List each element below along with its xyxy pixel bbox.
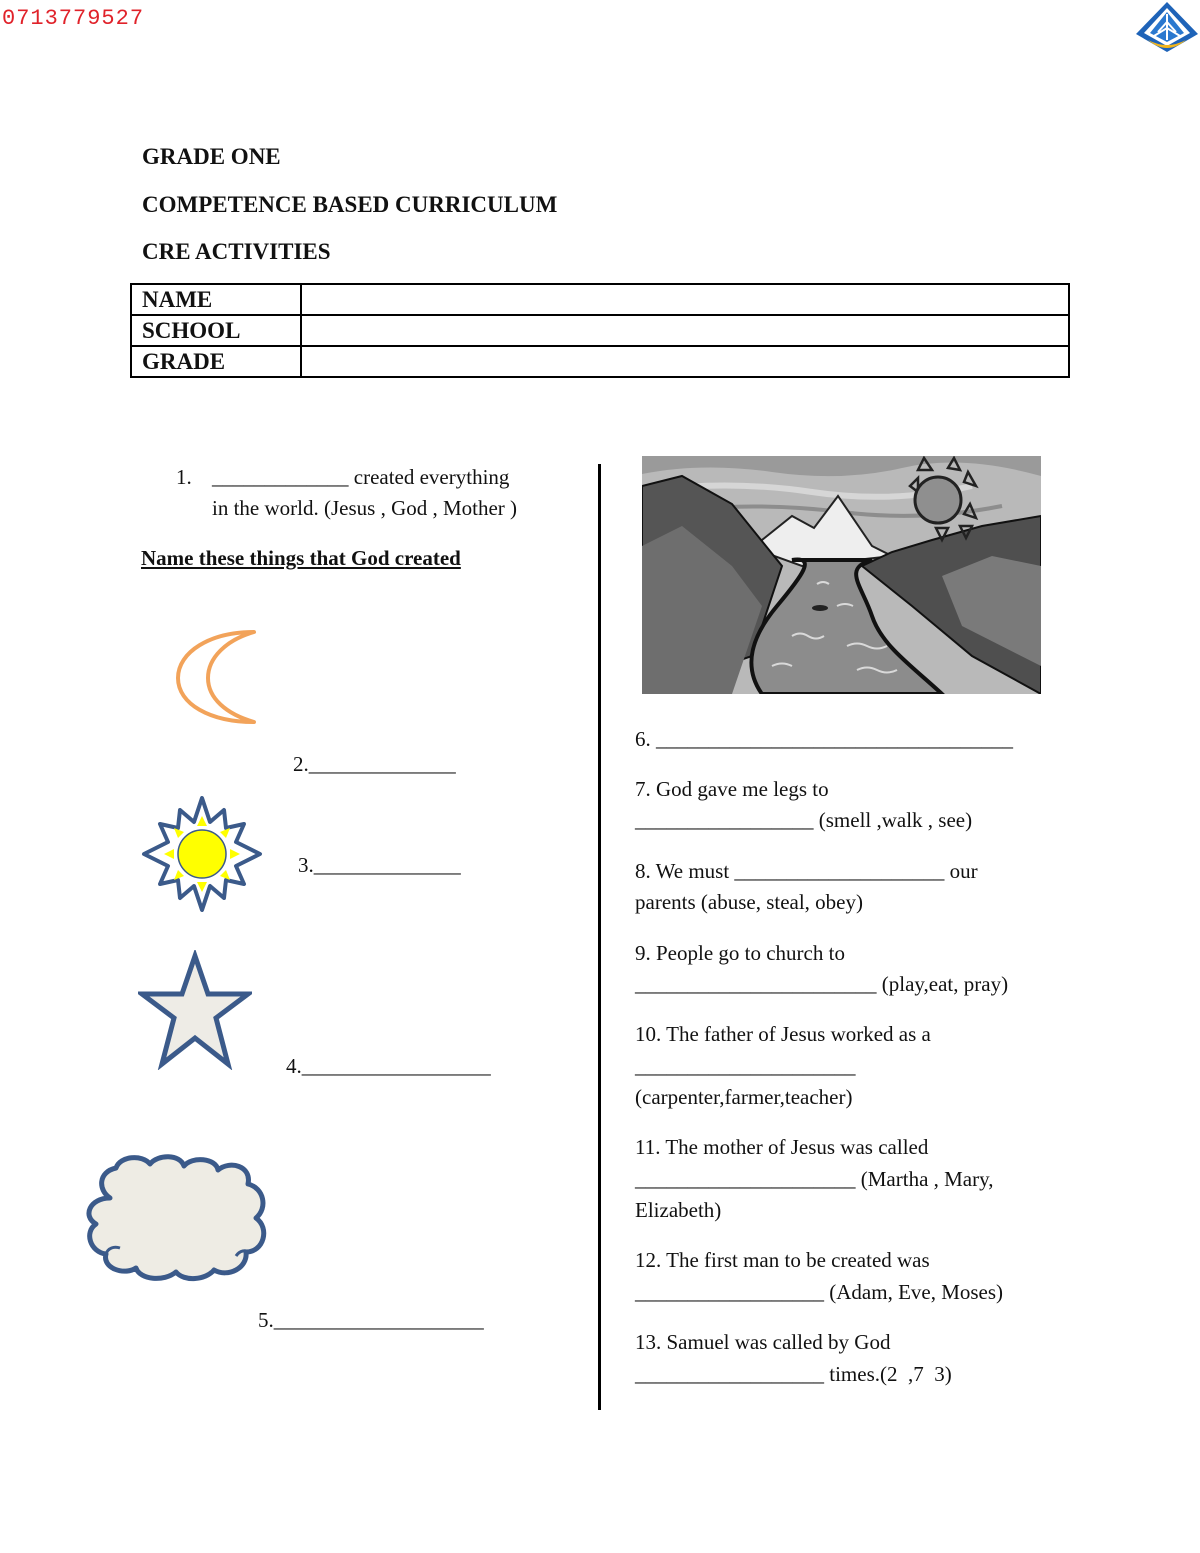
q6: 6. __________________________________ <box>635 727 1013 751</box>
answer-4: 4.__________________ <box>286 1054 491 1078</box>
name-label: NAME <box>131 284 301 315</box>
grade-label: GRADE <box>131 346 301 377</box>
q8-line1: 8. We must ____________________ our <box>635 859 978 883</box>
q11-line1: 11. The mother of Jesus was called <box>635 1135 929 1159</box>
q13-line1: 13. Samuel was called by God <box>635 1330 891 1354</box>
section-subheading: Name these things that God created <box>141 546 461 570</box>
grade-row <box>131 346 1069 377</box>
q11-line3: Elizabeth) <box>635 1198 722 1222</box>
q7-line1: 7. God gave me legs to <box>635 777 829 801</box>
q10-line1: 10. The father of Jesus worked as a <box>635 1022 931 1046</box>
answer-2: 2.______________ <box>293 752 456 776</box>
star-icon <box>138 950 252 1070</box>
answer-3: 3.______________ <box>298 853 461 877</box>
school-label: SCHOOL <box>131 315 301 346</box>
q10-line3: (carpenter,farmer,teacher) <box>635 1085 853 1109</box>
q1-line1: _____________ created everything <box>212 465 510 489</box>
curriculum-title: COMPETENCE BASED CURRICULUM <box>142 192 558 217</box>
crescent-moon-icon <box>170 628 260 726</box>
q9-line2: _______________________ (play,eat, pray) <box>635 972 1009 996</box>
school-row <box>131 315 1069 346</box>
q10-line2: _____________________ <box>635 1054 856 1078</box>
grade-field[interactable] <box>301 346 1069 377</box>
grade-title: GRADE ONE <box>142 144 281 169</box>
q7-line2: _________________ (smell ,walk , see) <box>635 808 973 832</box>
student-info-table <box>130 283 1070 378</box>
q12-line1: 12. The first man to be created was <box>635 1248 930 1272</box>
column-divider <box>598 464 601 1410</box>
name-row <box>131 284 1069 315</box>
cloud-icon <box>80 1152 272 1282</box>
activities-title: CRE ACTIVITIES <box>142 239 331 264</box>
q9-line1: 9. People go to church to <box>635 941 845 965</box>
answer-5: 5.____________________ <box>258 1308 484 1332</box>
q1-number: 1. <box>176 465 192 489</box>
diamond-logo-icon <box>1134 0 1200 56</box>
sun-icon <box>140 796 264 912</box>
river-landscape-picture <box>642 456 1041 694</box>
school-field[interactable] <box>301 315 1069 346</box>
name-field[interactable] <box>301 284 1069 315</box>
q8-line2: parents (abuse, steal, obey) <box>635 890 863 914</box>
q12-line2: __________________ (Adam, Eve, Moses) <box>635 1280 1004 1304</box>
phone-number: 0713779527 <box>2 6 145 31</box>
q13-line2: __________________ times.(2 ,7 3) <box>635 1362 952 1386</box>
q11-line2: _____________________ (Martha , Mary, <box>635 1167 994 1191</box>
q1-line2: in the world. (Jesus , God , Mother ) <box>212 496 518 520</box>
